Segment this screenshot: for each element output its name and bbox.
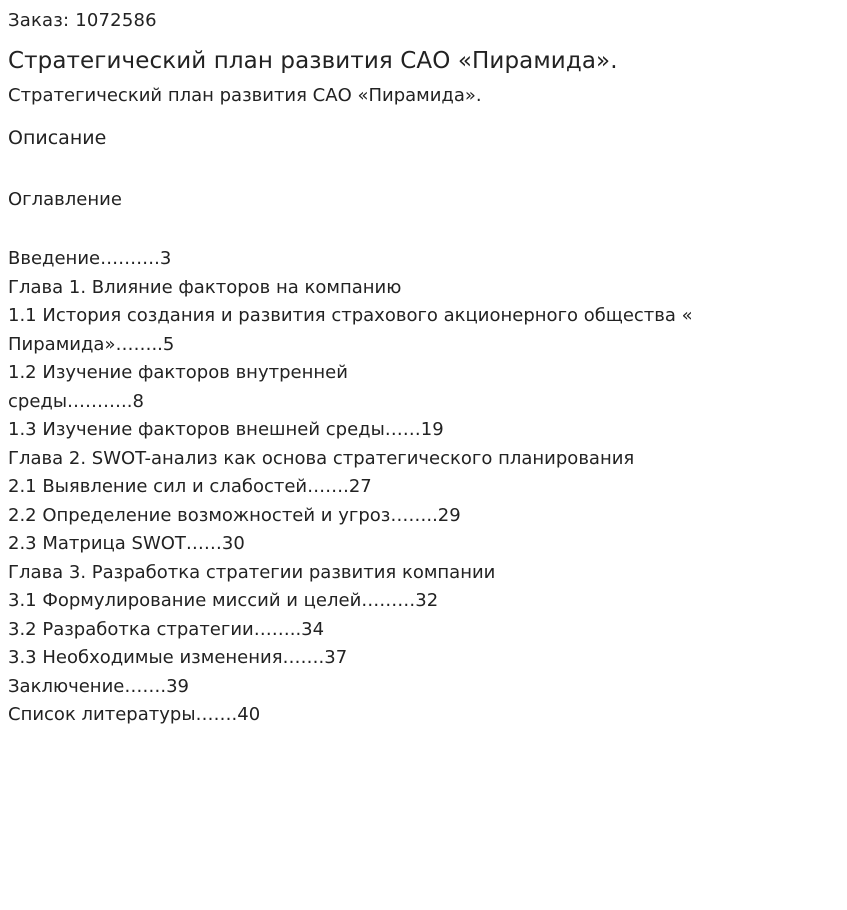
document-title: Стратегический план развития САО «Пирамида». — [8, 48, 618, 74]
toc-item: 1.3 Изучение факторов внешней среды……19 — [8, 419, 444, 440]
toc-item: 3.2 Разработка стратегии……..34 — [8, 618, 325, 640]
table-of-contents — [8, 245, 748, 730]
toc-item: 2.2 Определение возможностей и угроз……..29 — [8, 504, 461, 526]
toc-item: 2.3 Матрица SWOT……30 — [8, 533, 245, 554]
toc-item: Введение……….3 — [8, 248, 172, 269]
toc-item: 1.1 История создания и развития страхового акционерного общества « — [8, 305, 693, 326]
toc-item: Глава 3. Разработка стратегии развития компании — [8, 561, 496, 583]
contents-heading: Оглавление — [8, 189, 122, 210]
document-subtitle: Стратегический план развития САО «Пирамида». — [8, 85, 482, 106]
order-number: Заказ: 1072586 — [8, 10, 157, 31]
toc-item: Список литературы…….40 — [8, 704, 261, 725]
toc-item: Заключение…….39 — [8, 675, 189, 697]
toc-item: 2.1 Выявление сил и слабостей…….27 — [8, 476, 372, 497]
toc-item: Пирамида»……..5 — [8, 333, 175, 355]
toc-item: 3.3 Необходимые изменения…….37 — [8, 647, 348, 668]
toc-item: 1.2 Изучение факторов внутренней — [8, 362, 348, 383]
toc-item: 3.1 Формулирование миссий и целей………32 — [8, 590, 439, 611]
description-heading: Описание — [8, 127, 107, 149]
toc-item: Глава 1. Влияние факторов на компанию — [8, 276, 402, 298]
toc-item: Глава 2. SWOT-анализ как основа стратегического планирования — [8, 447, 635, 469]
toc-item: среды………..8 — [8, 390, 144, 412]
